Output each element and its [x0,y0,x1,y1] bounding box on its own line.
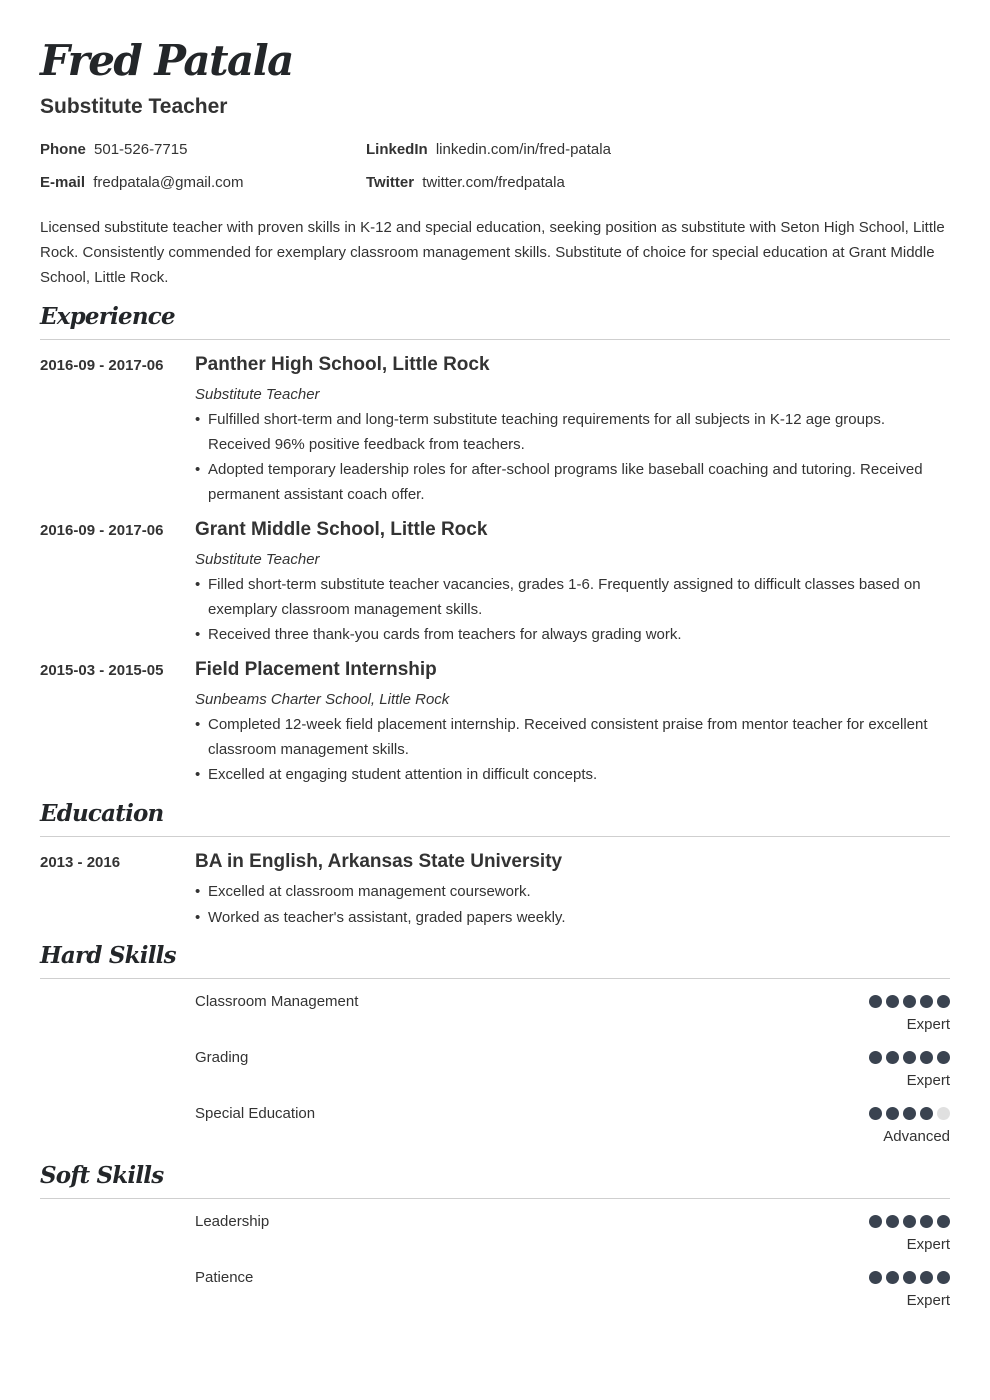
rating-dot-filled [869,1051,882,1064]
entry-date: 2016-09 - 2017-06 [40,522,164,539]
skill-name: Classroom Management [195,993,359,1010]
linkedin-label: LinkedIn [366,141,428,158]
entry-date: 2013 - 2016 [40,854,121,871]
skill-name: Patience [195,1269,254,1286]
bullet-item: • Excelled at engaging student attention in difficult concepts. [195,762,950,787]
rating-dot-filled [920,1271,933,1284]
entry-date: 2016-09 - 2017-06 [40,357,164,374]
bullet-item: • Filled short-term substitute teacher vacancies, grades 1-6. Frequently assigned to difficult classes based on exemplary classroom management skills. [195,572,950,622]
candidate-name: Fred Patala [40,36,293,85]
rating-dot-filled [937,1051,950,1064]
rating-dot-filled [920,1215,933,1228]
skill-level: Expert [906,1292,950,1309]
entry-bullets [195,407,950,507]
rating-dot-filled [937,1215,950,1228]
education-heading: Education [40,800,164,827]
rating-dot-filled [886,995,899,1008]
bullet-item: • Worked as teacher's assistant, graded papers weekly. [195,905,950,930]
twitter-link[interactable]: twitter.com/fredpatala [422,174,565,191]
skill-level: Advanced [883,1128,950,1145]
email-value[interactable]: fredpatala@gmail.com [93,174,244,191]
entry-subtitle: Substitute Teacher [195,386,320,403]
contact-phone [40,141,187,158]
entry-title: Grant Middle School, Little Rock [195,519,488,540]
rating-dot-filled [869,995,882,1008]
rating-dot-filled [869,1271,882,1284]
resume-page [40,0,950,1400]
skill-level: Expert [906,1236,950,1253]
skill-rating [869,1215,950,1228]
hard-skills-divider [40,978,950,979]
entry-bullets [195,712,950,787]
contact-linkedin [366,141,611,158]
bullet-item: • Completed 12-week field placement internship. Received consistent praise from mentor teacher for excellent classroom management skills. [195,712,950,762]
rating-dot-filled [920,995,933,1008]
rating-dot-filled [869,1215,882,1228]
entry-date: 2015-03 - 2015-05 [40,662,164,679]
entry-bullets [195,572,950,647]
job-title: Substitute Teacher [40,95,228,118]
rating-dot-filled [920,1051,933,1064]
bullet-item: • Adopted temporary leadership roles for after-school programs like baseball coaching and tutoring. Received permanent assistant coach offer. [195,457,950,507]
contact-email [40,174,243,191]
rating-dot-filled [920,1107,933,1120]
education-divider [40,836,950,837]
skill-level: Expert [906,1072,950,1089]
bullet-item: • Received three thank-you cards from teachers for always grading work. [195,622,950,647]
skill-name: Leadership [195,1213,270,1230]
rating-dot-filled [937,995,950,1008]
rating-dot-empty [937,1107,950,1120]
soft-skills-heading: Soft Skills [40,1162,164,1189]
rating-dot-filled [903,1051,916,1064]
skill-rating [869,1107,950,1120]
rating-dot-filled [886,1107,899,1120]
skill-rating [869,995,950,1008]
skill-name: Grading [195,1049,249,1066]
bullet-item: • Excelled at classroom management coursework. [195,879,950,904]
summary-text: Licensed substitute teacher with proven skills in K-12 and special education, seeking position as substitute with Seton High School, Little Rock. Consistently commended for exemplary classroom management skills. Substitute of choice for special education at Grant Middle School, Little Rock. [40,219,945,286]
soft-skills-divider [40,1198,950,1199]
email-label: E-mail [40,174,86,191]
rating-dot-filled [903,1271,916,1284]
entry-subtitle: Substitute Teacher [195,551,320,568]
experience-divider [40,339,950,340]
entry-title: BA in English, Arkansas State University [195,851,563,872]
rating-dot-filled [903,1107,916,1120]
contact-twitter [366,174,565,191]
rating-dot-filled [886,1215,899,1228]
skill-rating [869,1271,950,1284]
rating-dot-filled [869,1107,882,1120]
bullet-item: • Fulfilled short-term and long-term substitute teaching requirements for all subjects in K-12 age groups. Received 96% positive feedback from teachers. [195,407,950,457]
skill-rating [869,1051,950,1064]
rating-dot-filled [903,1215,916,1228]
skill-name: Special Education [195,1105,316,1122]
phone-value: 501-526-7715 [94,141,188,158]
rating-dot-filled [937,1271,950,1284]
entry-title: Field Placement Internship [195,659,437,680]
experience-heading: Experience [40,303,175,330]
phone-label: Phone [40,141,86,158]
rating-dot-filled [886,1271,899,1284]
entry-bullets [195,879,950,930]
twitter-label: Twitter [366,174,415,191]
linkedin-link[interactable]: linkedin.com/in/fred-patala [435,141,611,158]
entry-title: Panther High School, Little Rock [195,354,490,375]
rating-dot-filled [886,1051,899,1064]
skill-level: Expert [906,1016,950,1033]
rating-dot-filled [903,995,916,1008]
hard-skills-heading: Hard Skills [40,942,176,969]
entry-subtitle: Sunbeams Charter School, Little Rock [195,691,450,708]
